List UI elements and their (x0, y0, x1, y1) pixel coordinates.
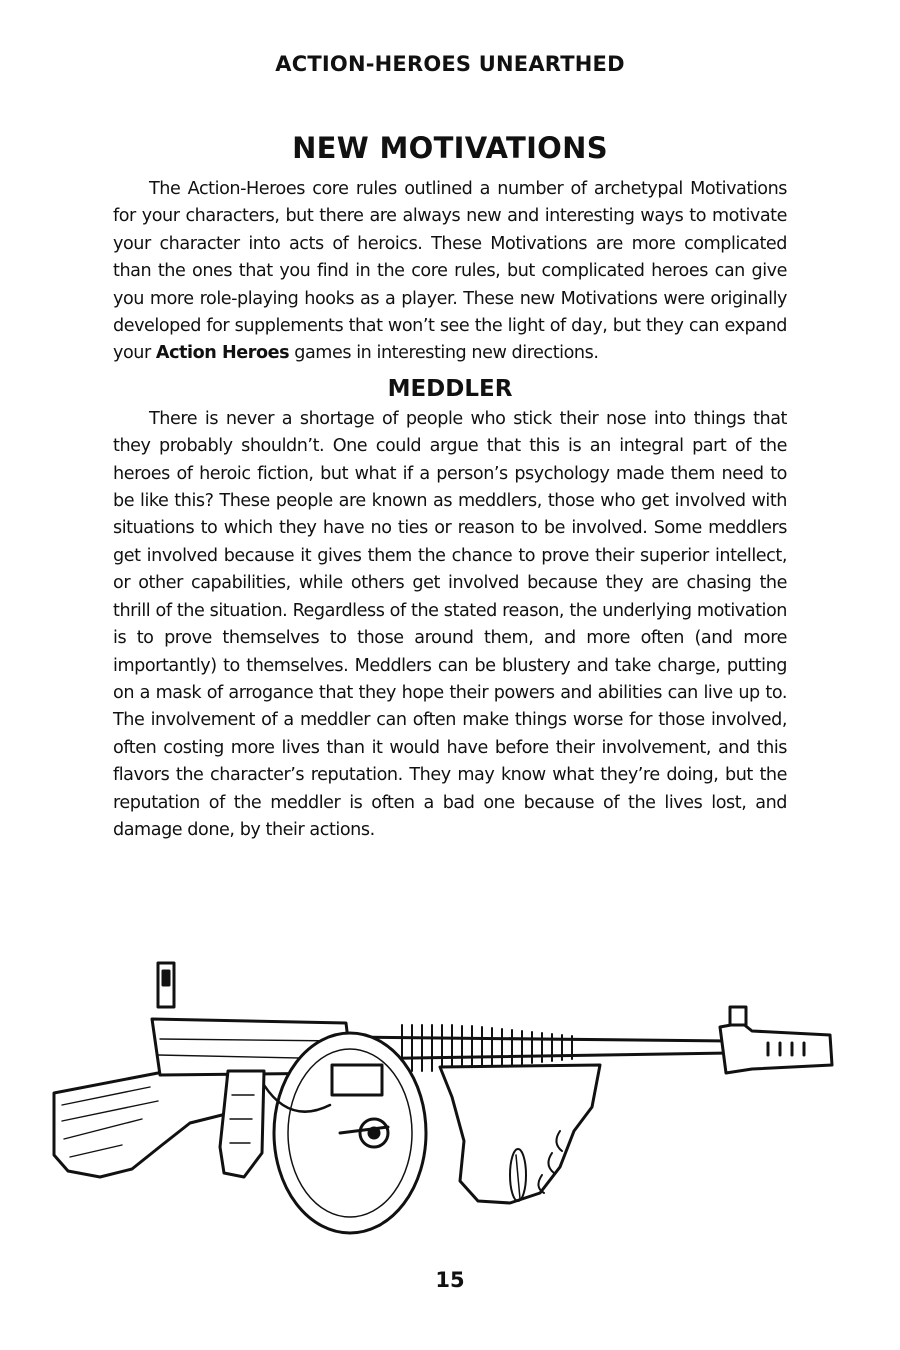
section-title-meddler: MEDDLER (387, 375, 513, 402)
section-title-new-motivations: NEW MOTIVATIONS (292, 131, 608, 165)
paragraph-meddler: There is never a shortage of people who stick their nose into things that they probably shouldn’t. One could argue that this is an integral part of the heroes of heroic fiction, but what if a person’s psychology made them need to be like this? These people are known as meddlers, those who get involved with situations to which they have no ties or reason to be involved. Some meddlers get involved because it gives them the chance to prove their superior intellect, or other capabilities, while others get involved because they are chasing the thrill of the situation. Regardless of the stated reason, the underlying motivation is to prove themselves to those around them, and more often (and more importantly) to themselves. Meddlers can be blustery and take charge, putting on a mask of arrogance that they hope their powers and abilities can live up to. The involvement of a meddler can often make things worse for those involved, often costing more lives than it would have before their involvement, and this flavors the character’s reputation. They may know what they’re doing, but the reputation of the meddler is often a bad one because of the lives lost, and damage done, by their actions. (113, 408, 787, 840)
paragraph-text-end: games in interesting new directions. (289, 343, 599, 364)
page-number: 15 (435, 1268, 465, 1292)
paragraph-text: The Action-Heroes core rules outlined a number of archetypal Motivations for your characters, but there are always new and interesting ways to motivate your character into acts of heroics. These Motivations are more complicated than the ones that you find in the core rules, but complicated heroes can give you more role-playing hooks as a player. These new Motivations were originally developed for supplements that won’t see the light of day, but they can expand your (113, 179, 787, 364)
bold-game-title: Action Heroes (155, 343, 290, 364)
paragraph-new-motivations (113, 176, 787, 368)
tommy-gun-illustration (40, 955, 860, 1245)
running-head: ACTION-HEROES UNEARTHED (275, 52, 625, 76)
page-content (113, 126, 787, 848)
